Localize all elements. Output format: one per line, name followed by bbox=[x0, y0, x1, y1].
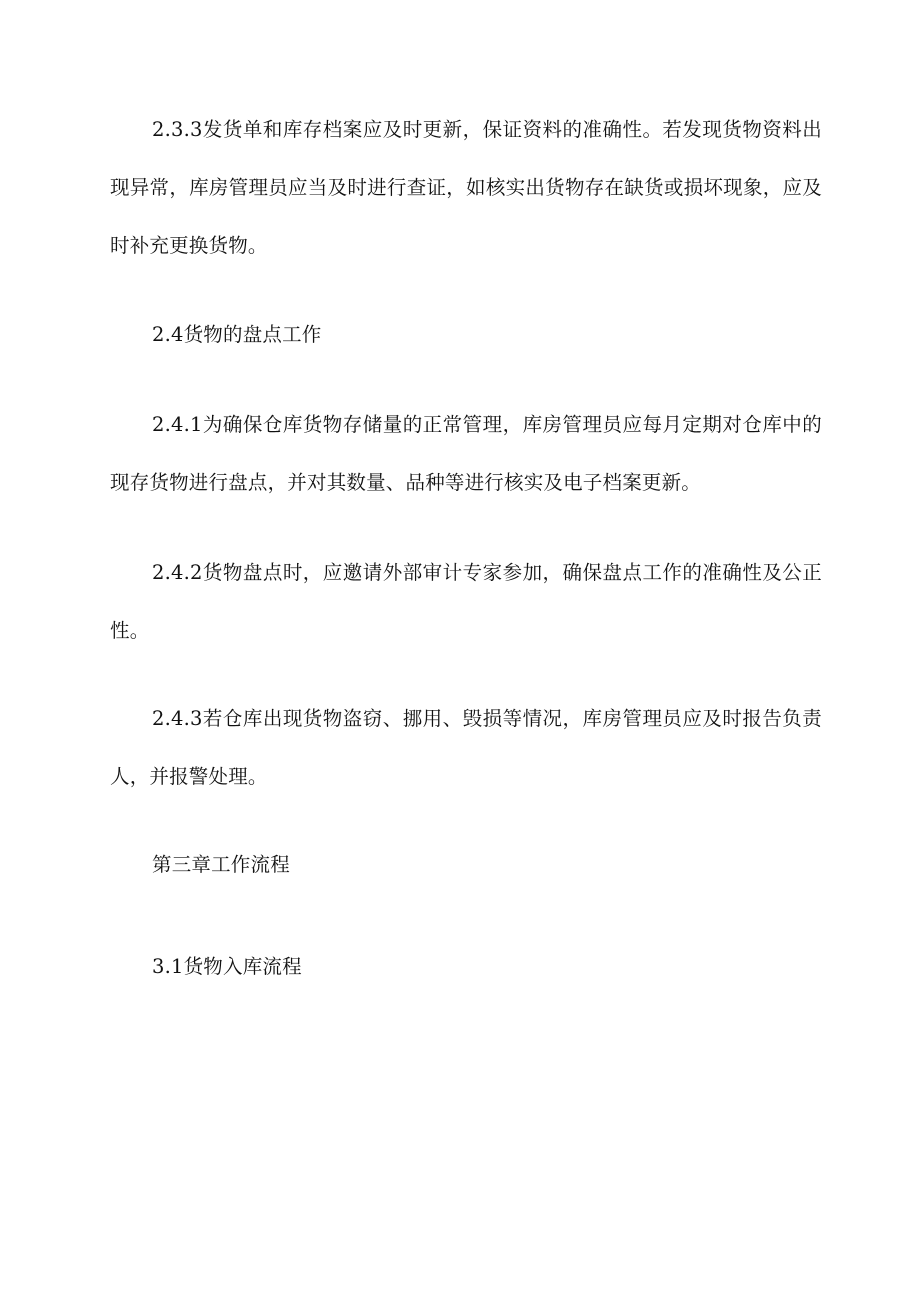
section-heading-3-1: 3.1货物入库流程 bbox=[152, 955, 302, 978]
paragraph-2-4-1: 2.4.1为确保仓库货物存储量的正常管理，库房管理员应每月定期对仓库中的现存货物进行盘点，并对其数量、品种等进行核实及电子档案更新。 bbox=[110, 413, 822, 494]
chapter-heading-3: 第三章工作流程 bbox=[152, 853, 290, 876]
paragraph-2-4-3: 2.4.3若仓库出现货物盗窃、挪用、毁损等情况，库房管理员应及时报告负责人，并报警处理。 bbox=[110, 707, 822, 788]
section-heading-2-4: 2.4货物的盘点工作 bbox=[152, 323, 322, 346]
paragraph-2-3-3: 2.3.3发货单和库存档案应及时更新，保证资料的准确性。若发现货物资料出现异常，库房管理员应当及时进行查证，如核实出货物存在缺货或损坏现象，应及时补充更换货物。 bbox=[110, 118, 822, 257]
paragraph-2-4-2: 2.4.2货物盘点时，应邀请外部审计专家参加，确保盘点工作的准确性及公正性。 bbox=[110, 561, 822, 642]
